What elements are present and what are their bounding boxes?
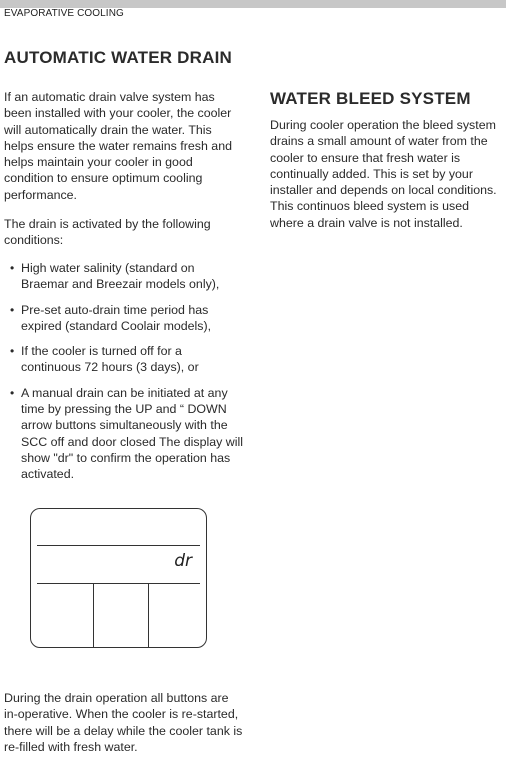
display-readout: dr xyxy=(174,551,192,571)
button-divider xyxy=(148,583,149,647)
bullet-icon: • xyxy=(10,344,15,359)
list-item-text: High water salinity (standard on Braemar and Breezair models only), xyxy=(21,261,220,292)
list-item xyxy=(4,343,244,376)
controller-display-diagram xyxy=(30,508,207,648)
automatic-water-drain-heading: AUTOMATIC WATER DRAIN xyxy=(4,48,233,67)
drain-conditions-intro: The drain is activated by the following conditions: xyxy=(4,217,211,248)
bullet-icon: • xyxy=(10,385,15,400)
list-item-text: If the cooler is turned off for a continuous 72 hours (3 days), or xyxy=(21,344,199,375)
drain-closing-paragraph: During the drain operation all buttons are in-operative. When the cooler is re-started, there will be a delay while the cooler tank is re-filled with fresh water. xyxy=(4,691,243,754)
section-label: EVAPORATIVE COOLING xyxy=(4,8,124,19)
list-item-text: Pre-set auto-drain time period has expired (standard Coolair models), xyxy=(21,302,212,333)
drain-conditions-list xyxy=(4,260,244,483)
display-divider xyxy=(37,583,200,584)
bleed-system-paragraph: During cooler operation the bleed system drains a small amount of water from the cooler to ensure that fresh water is continually added. This is set by your installer and depends on local conditions. This continuos bleed system is used where a drain valve is not installed. xyxy=(270,118,497,230)
list-item xyxy=(4,385,244,483)
list-item xyxy=(4,302,244,335)
bullet-icon: • xyxy=(10,302,15,317)
header-bar xyxy=(0,0,506,8)
list-item xyxy=(4,260,244,293)
list-item-text: A manual drain can be initiated at any time by pressing the UP and “ DOWN arrow buttons simultaneously with the SCC off and door closed The display will show "dr" to confirm the operation has activated. xyxy=(21,385,244,482)
button-divider xyxy=(93,583,94,647)
bullet-icon: • xyxy=(10,261,15,275)
water-bleed-system-heading: WATER BLEED SYSTEM xyxy=(270,89,471,108)
drain-intro-paragraph: If an automatic drain valve system has been installed with your cooler, the cooler will automatically drain the water. This helps ensure the water remains fresh and helps maintain your cooler in good condition to ensure optimum cooling performance. xyxy=(4,90,232,202)
display-divider xyxy=(37,545,200,546)
